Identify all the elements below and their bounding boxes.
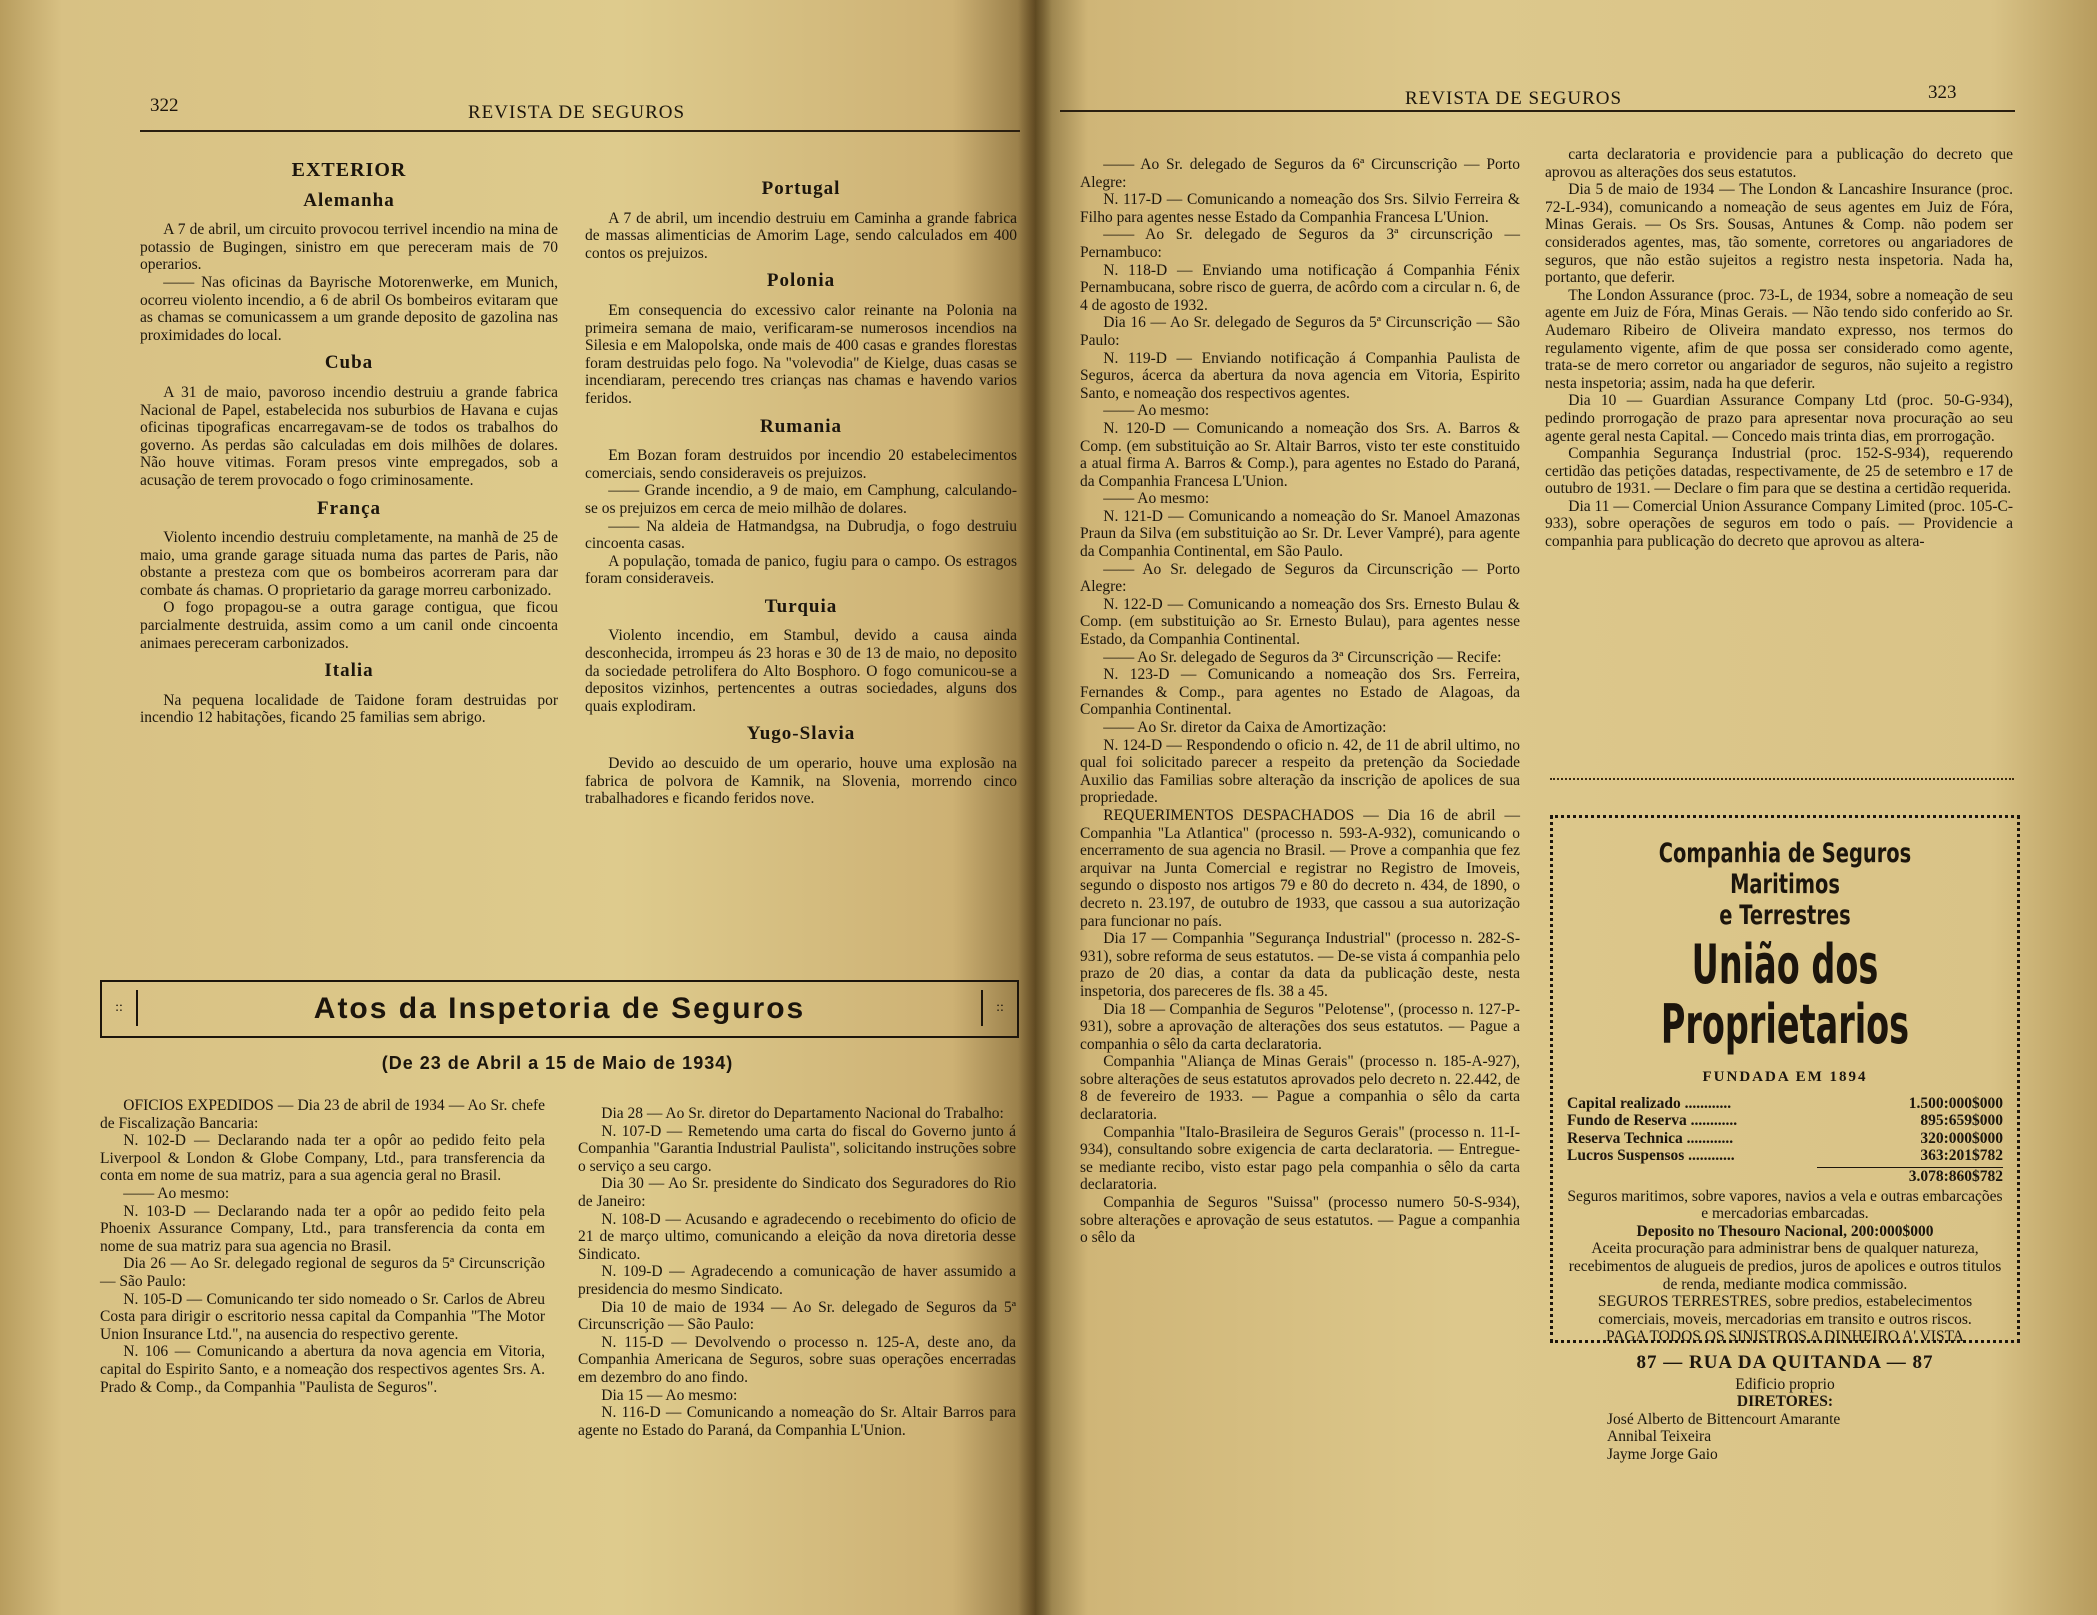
- country-heading: Italia: [324, 660, 374, 682]
- paragraph: —— Na aldeia de Hatmandgsa, na Dubrudja, o fogo destruiu cincoenta casas.: [585, 517, 1017, 553]
- country-heading: Portugal: [761, 178, 841, 199]
- oficios-column-1: [100, 1097, 545, 1396]
- paragraph: Companhia "Italo-Brasileira de Seguros Gerais" (processo n. 11-I-934), consultando sobre exigencia de carta declaratoria. — Entregue-se mediante recibo, visto estar pago pela companhia o sêlo da carta declaratoria.: [1080, 1123, 1520, 1194]
- capital-label: Capital realizado ............: [1567, 1094, 1732, 1112]
- capital-row: [1567, 1095, 2003, 1113]
- capital-value: 320:000$000: [1920, 1129, 2003, 1147]
- capital-row: [1567, 1112, 2003, 1130]
- ad-directors: [1567, 1411, 2003, 1464]
- banner-ornament-right: ::: [981, 990, 1017, 1026]
- paragraph: —— Ao mesmo:: [1103, 402, 1210, 420]
- paragraph: —— Ao Sr. diretor da Caixa de Amortização:: [1103, 719, 1387, 736]
- paragraph: Dia 16 — Ao Sr. delegado de Seguros da 5ª Circunscrição — São Paulo:: [1080, 314, 1520, 349]
- paragraph: N. 106 — Comunicando a abertura da nova agencia em Vitoria, capital do Espirito Santo, e a nomeação dos respectivos agentes Srs. A. Prado & Comp., da Companhia "Paulista de Seguros".: [100, 1343, 545, 1396]
- header-rule: [140, 130, 1020, 132]
- capital-value: 363:201$782: [1920, 1147, 2003, 1165]
- paragraph: N. 122-D — Comunicando a nomeação dos Srs. Ernesto Bulau & Comp. (em substituição ao Sr. Ernesto Bulau), para agentes nesse Estado, da Companhia Continental.: [1080, 595, 1520, 649]
- paragraph: Em consequencia do excessivo calor reinante na Polonia na primeira semana de maio, verificaram-se numerosos incendios na Silesia e em Malopolska, onde mais de 400 casas e grandes florestas foram destruidas pelo fogo. Na "volevodia" de Kielge, duas casas se incendiaram, perecendo tres crianças nas chamas e havendo varios feridos.: [585, 301, 1017, 407]
- paragraph: Em Bozan foram destruidos por incendio 20 estabelecimentos comerciais, sendo consideraveis os prejuizos.: [585, 447, 1017, 482]
- paragraph: Dia 10 de maio de 1934 — Ao Sr. delegado de Seguros da 5ª Circunscrição — São Paulo:: [578, 1298, 1016, 1334]
- capital-table: [1567, 1095, 2003, 1165]
- paragraph: Violento incendio, em Stambul, devido a causa ainda desconhecida, irrompeu ás 23 horas e 30 de 13 de maio, no deposito da sociedade petrolifera do Alto Bosphoro. O fogo comunicou-se a depositos vizinhos, pertencentes a outras sociedades, alguns dos quais explodiram.: [585, 627, 1017, 715]
- paragraph: N. 115-D — Devolvendo o processo n. 125-A, deste ano, da Companhia Americana de Seguros, sobre suas operações encerradas em dezembro do ano findo.: [578, 1333, 1016, 1386]
- paragraph: N. 116-D — Comunicando a nomeação do Sr. Altair Barros para agente no Estado do Paraná, da Companhia L'Union.: [578, 1404, 1016, 1439]
- capital-row: [1567, 1130, 2003, 1148]
- paragraph: N. 120-D — Comunicando a nomeação dos Srs. A. Barros & Comp. (em substituição ao Sr. Altair Barros, visto ter este constituido a atual firma A. Barros & Comp.), para agentes no Estado do Paraná, da Companhia Francesa L'Union.: [1080, 419, 1520, 490]
- page-number: 322: [150, 95, 179, 116]
- paragraph: Companhia "Aliança de Minas Gerais" (processo n. 185-A-927), sobre alterações de seus estatutos aprovados pelo decreto n. 22.442, de 8 de fevereiro de 1933. — Pague a companhia o sêlo da carta declaratoria.: [1080, 1053, 1520, 1124]
- ad-terrestres-text: SEGUROS TERRESTRES, sobre predios, estabelecimentos comerciais, moveis, mercadorias em transito e outros riscos.: [1597, 1293, 1973, 1328]
- page-number: 323: [1928, 82, 1957, 103]
- paragraph: N. 121-D — Comunicando a nomeação do Sr. Manoel Amazonas Praun da Silva (em substituição ao Sr. Dr. Lever Vampré), para agente da Companhia Continental, em São Paulo.: [1080, 507, 1520, 561]
- paragraph: N. 109-D — Agradecendo a comunicação de haver assumido a presidencia do mesmo Sindicato.: [578, 1263, 1016, 1298]
- paragraph: N. 103-D — Declarando nada ter a opôr ao pedido feito pela Phoenix Assurance Company, Ltd., para transferencia da conta em nome de sua matriz para sua agencia no Brasil.: [100, 1202, 545, 1255]
- paragraph: OFICIOS EXPEDIDOS — Dia 23 de abril de 1934 — Ao Sr. chefe de Fiscalização Bancaria:: [100, 1097, 545, 1132]
- paragraph: —— Ao mesmo:: [1103, 490, 1210, 508]
- paragraph: Dia 10 — Guardian Assurance Company Ltd (proc. 50-G-934), pedindo prorrogação de prazo para apresentar nova procuração ao seu agente geral nesta Capital. — Concedo mais trinta dias, em prorrogação.: [1545, 392, 2013, 445]
- ad-title-line1: Companhia de Seguros Maritimos: [1658, 838, 1912, 900]
- paragraph: Dia 11 — Comercial Union Assurance Company Limited (proc. 105-C-933), sobre operações de seguros em todo o país. — Providencie a companhia para publicação do decreto que aprovou as altera-: [1545, 497, 2013, 551]
- paragraph: N. 108-D — Acusando e agradecendo o recebimento do oficio de 21 de março ultimo, comunicando a eleição da nova diretoria desse Sindicato.: [578, 1210, 1016, 1263]
- paragraph: N. 117-D — Comunicando a nomeação dos Srs. Silvio Ferreira & Filho para agentes nesse Estado da Companhia Francesa L'Union.: [1080, 191, 1520, 226]
- country-heading: França: [316, 497, 382, 519]
- country-heading: Turquia: [764, 595, 838, 617]
- director-name: Jayme Jorge Gaio: [1607, 1445, 1718, 1463]
- paragraph: Devido ao descuido de um operario, houve uma explosão na fabrica de polvora de Kamnik, na Slovenia, morrendo cinco trabalhadores e ficando feridos nove.: [585, 755, 1017, 808]
- ad-title-line2: e Terrestres: [1719, 900, 1851, 931]
- paragraph: N. 124-D — Respondendo o oficio n. 42, de 11 de abril ultimo, no qual foi solicitado parecer a respeito da pretenção da Sociedade Auxilio das Familias sobre alteração da inscrição de apolices de sua propriedade.: [1080, 736, 1520, 807]
- paragraph: Dia 5 de maio de 1934 — The London & Lancashire Insurance (proc. 72-L-934), comunicando a nomeação de seus agentes em Juiz de Fóra, Minas Gerais. — Os Srs. Sousas, Antunes & Comp. não podem ser considerados agentes, mas, tão somente, corretores ou angariadores de seguros, que não estão sujeitos a registro nesta inspetoria. Nada ha, portanto, que deferir.: [1545, 181, 2013, 287]
- capital-label: Lucros Suspensos ............: [1567, 1147, 1735, 1165]
- paragraph: A 7 de abril, um circuito provocou terrivel incendio na mina de potassio de Bugingen, sinistro em que pereceram mais de 70 operarios.: [140, 221, 558, 274]
- book-gutter: [1018, 0, 1052, 1615]
- paragraph: Na pequena localidade de Taidone foram destruidas por incendio 12 habitações, ficando 25 familias sem abrigo.: [140, 691, 558, 727]
- country-heading: Rumania: [760, 415, 842, 437]
- paragraph: —— Grande incendio, a 9 de maio, em Camphung, calculando-se os prejuizos em cerca de meio milhão de dolares.: [585, 482, 1017, 517]
- running-head: REVISTA DE SEGUROS: [468, 102, 686, 123]
- paragraph: N. 102-D — Declarando nada ter a opôr ao pedido feito pela Liverpool & London & Globe Company, Ltd., para transferencia da conta em nome de sua matriz, para a sua agencia geral no Brasil.: [100, 1132, 545, 1185]
- capital-label: Reserva Technica ............: [1567, 1129, 1734, 1147]
- requerimentos-column: [1080, 156, 1520, 1247]
- capital-value: 895:659$000: [1920, 1112, 2003, 1130]
- paragraph: N. 119-D — Enviando notificação á Companhia Paulista de Seguros, ácerca da abertura da nova agencia em Vitoria, Espirito Santo, e nomeação dos respectivos agentes.: [1080, 349, 1520, 402]
- ad-company-name: União dos Proprietarios: [1660, 933, 1910, 1056]
- paragraph: Dia 28 — Ao Sr. diretor do Departamento Nacional do Trabalho:: [601, 1105, 1004, 1122]
- paragraph: —— Ao Sr. delegado de Seguros da 3ª circunscrição — Pernambuco:: [1080, 226, 1520, 261]
- paragraph: —— Nas oficinas da Bayrische Motorenwerke, em Munich, ocorreu violento incendio, a 6 de abril Os bombeiros evitaram que as chamas se comunicassem a um grande deposito de gazolina nas proximidades do local.: [140, 273, 558, 344]
- paragraph: A 7 de abril, um incendio destruiu em Caminha a grande fabrica de massas alimenticias de Amorim Lage, sendo calculados em 400 contos os prejuizos.: [585, 209, 1017, 262]
- country-heading: Cuba: [324, 352, 374, 374]
- paragraph: —— Ao mesmo:: [123, 1184, 230, 1202]
- capital-value: 1.500:000$000: [1908, 1094, 2003, 1112]
- ad-directors-label: DIRETORES:: [1736, 1393, 1834, 1411]
- director-name: José Alberto de Bittencourt Amarante: [1607, 1410, 1841, 1428]
- left-page: [0, 0, 1035, 1615]
- paragraph: The London Assurance (proc. 73-L, de 1934, sobre a nomeação de seu agente em Juiz de Fóra, Minas Gerais. — Não tendo sido conferido ao Sr. Audemaro Ribeiro de Oliveira mandato expresso, nos termos do regulamento vigente, afim de que possa ser considerado como agente, trata-se de mero corretor ou angariador de seguros, não sujeito a registro nesta inspetoria; assim, nada ha que deferir.: [1545, 286, 2013, 392]
- ad-sinistros-text: PAGA TODOS OS SINISTROS A DINHEIRO A' VISTA: [1606, 1328, 1964, 1346]
- banner-subtitle: (De 23 de Abril a 15 de Maio de 1934): [381, 1053, 734, 1073]
- ad-procuracao-text: Aceita procuração para administrar bens de qualquer natureza, recebimentos de alugueis de predios, juros de apolices e outros titulos de renda, mediante modica commissão.: [1568, 1240, 2002, 1293]
- country-heading: Alemanha: [303, 189, 395, 211]
- ad-deposit: Deposito no Thesouro Nacional, 200:000$000: [1636, 1222, 1934, 1240]
- running-head: REVISTA DE SEGUROS: [1405, 88, 1623, 109]
- paragraph: A 31 de maio, pavoroso incendio destruiu a grande fabrica Nacional de Papel, estabelecida nos suburbios de Havana e cujas oficinas tipograficas encarregavam-se de todos os trabalhos do governo. As perdas são calculadas em dois milhões de dolares. Não houve vitimas. Foram presos vinte empregados, sob a acusação de terem provocado o fogo criminosamente.: [140, 383, 558, 489]
- ad-founded: FUNDADA EM 1894: [1702, 1069, 1868, 1085]
- paragraph: N. 107-D — Remetendo uma carta do fiscal do Governo junto á Companhia "Garantia Industrial Paulista", solicitando instruções sobre o serviço a seu cargo.: [578, 1122, 1016, 1175]
- paragraph: REQUERIMENTOS DESPACHADOS — Dia 16 de abril — Companhia "La Atlantica" (processo n. 593-A-932), comunicando o encerramento de sua agencia no Brasil. — Prove a companhia que fez arquivar na Junta Comercial e registrar no Registro de Imoveis, segundo o disposto nos artigos 79 e 80 do decreto n. 434, de 1890, o decreto n. 23.197, de outubro de 1933, que cassou a sua autorização para funcionar no país.: [1080, 806, 1520, 930]
- director-name: Annibal Teixeira: [1607, 1428, 1712, 1446]
- paragraph: N. 118-D — Enviando uma notificação á Companhia Fénix Pernambucana, sobre risco de guerra, de acôrdo com a circular n. 6, de 4 de agosto de 1932.: [1080, 261, 1520, 314]
- header-rule: [1060, 110, 2015, 112]
- paragraph: N. 105-D — Comunicando ter sido nomeado o Sr. Carlos de Abreu Costa para dirigir o escritorio nessa capital da Companhia "The Motor Union Insurance Ltd.", na ausencia do respectivo gerente.: [100, 1290, 545, 1343]
- paragraph: O fogo propagou-se a outra garage contigua, que ficou parcialmente destruida, assim como a um canil onde cincoenta animaes pereceram carbonizados.: [140, 599, 558, 652]
- paragraph: —— Ao Sr. delegado de Seguros da Circunscrição — Porto Alegre:: [1080, 560, 1520, 596]
- ad-address: 87 — RUA DA QUITANDA — 87: [1636, 1351, 1934, 1373]
- paragraph: Dia 17 — Companhia "Segurança Industrial" (processo n. 282-S-931), sobre reforma de seus estatutos. — De-se vista á companhia pelo prazo de 20 dias, a contar da data da publicação deste, nesta inspetoria, dos pareceres de fls. 38 a 45.: [1080, 930, 1520, 1000]
- paragraph: Dia 18 — Companhia de Seguros "Pelotense", (processo n. 127-P-931), sobre a aprovação de alterações dos seus estatutos. — Pague a companhia o sêlo da carta declaratoria.: [1080, 1000, 1520, 1053]
- paragraph: Dia 15 — Ao mesmo:: [601, 1386, 738, 1404]
- country-heading: Yugo-Slavia: [746, 723, 856, 745]
- section-title: EXTERIOR: [291, 159, 407, 181]
- paragraph: Dia 30 — Ao Sr. presidente do Sindicato dos Seguradores do Rio de Janeiro:: [578, 1175, 1016, 1210]
- insurance-advertisement: [1550, 815, 2020, 1463]
- paragraph: N. 123-D — Comunicando a nomeação dos Srs. Ferreira, Fernandes & Comp., para agentes no Estado de Alagoas, da Companhia Continental.: [1080, 666, 1520, 719]
- paragraph: A população, tomada de panico, fugiu para o campo. Os estragos foram consideraveis.: [585, 552, 1017, 588]
- paragraph: Dia 26 — Ao Sr. delegado regional de seguros da 5ª Circunscrição — São Paulo:: [100, 1255, 545, 1290]
- capital-row: [1567, 1147, 2003, 1165]
- capital-label: Fundo de Reserva ............: [1567, 1112, 1738, 1130]
- despachos-column: [1545, 146, 2013, 551]
- exterior-column-1: [140, 159, 558, 727]
- paragraph: —— Ao Sr. delegado de Seguros da 6ª Circunscrição — Porto Alegre:: [1080, 156, 1520, 191]
- country-heading: Polonia: [766, 270, 836, 292]
- banner-title: Atos da Inspetoria de Seguros: [313, 992, 806, 1025]
- paragraph: carta declaratoria e providencie para a publicação do decreto que aprovou as alterações dos seus estatutos.: [1545, 146, 2013, 181]
- exterior-column-2: [585, 170, 1017, 808]
- paragraph: Companhia de Seguros "Suissa" (processo numero 50-S-934), sobre alterações e aprovação de seus estatutos. — Pague a companhia o sêlo da: [1080, 1194, 1520, 1247]
- banner-ornament-left: ::: [102, 990, 138, 1026]
- inspetoria-banner: [100, 980, 1019, 1038]
- paragraph: Companhia Segurança Industrial (proc. 152-S-934), requerendo certidão das petições datadas, respectivamente, de 25 de setembro e 17 de outubro de 1931. — Declare o fim para que se destina a certidão requerida.: [1545, 445, 2013, 498]
- ad-building: Edificio proprio: [1735, 1375, 1835, 1393]
- paragraph: —— Ao Sr. delegado de Seguros da 3ª Circunscrição — Recife:: [1103, 648, 1502, 666]
- capital-total: 3.078:860$782: [1817, 1167, 2003, 1186]
- paragraph: Violento incendio destruiu completamente, na manhã de 25 de maio, uma grande garage situada numa das partes de Paris, não obstante a presteza com que os bombeiros acorreram para dar combate ás chamas. O proprietario da garage morreu carbonizado.: [140, 529, 558, 599]
- oficios-column-2: [578, 1105, 1016, 1439]
- ad-maritime-text: Seguros maritimos, sobre vapores, navios a vela e outras embarcações e mercadorias embarcadas.: [1567, 1187, 2003, 1223]
- dotted-separator: [1550, 778, 2014, 784]
